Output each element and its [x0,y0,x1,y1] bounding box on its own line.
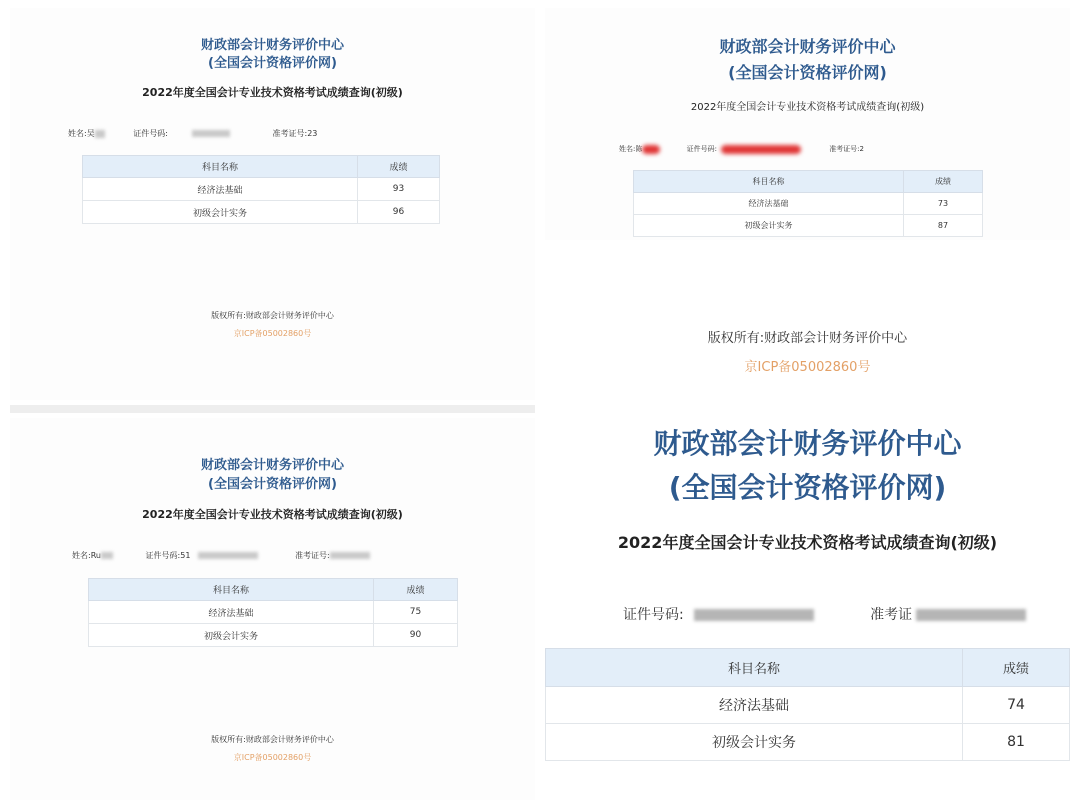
subject-cell: 经济法基础 [83,178,358,201]
table-row [634,193,983,215]
table-row [546,687,1070,724]
name-redaction [101,552,113,559]
table-row [89,601,458,624]
col-subject: 科目名称 [83,156,358,178]
score-cell: 74 [963,687,1070,724]
result-panel-2 [545,8,1070,240]
org-title-line1: 财政部会计财务评价中心 [653,427,962,460]
subject-cell: 经济法基础 [89,601,374,624]
score-cell: 93 [358,178,440,201]
col-score: 成绩 [374,579,458,601]
subject-cell: 初级会计实务 [546,724,963,761]
id-label: 证件号码: [133,129,168,138]
id-label: 证件号码: [145,551,181,560]
subject-cell: 初级会计实务 [83,201,358,224]
subject-cell: 经济法基础 [634,193,904,215]
table-header-row [634,171,983,193]
id-label: 证件号码: [686,145,717,153]
ticket-label: 准考证号: [272,129,308,138]
candidate-info [623,604,1026,624]
org-title-line2: (全国会计资格评价网) [208,477,337,492]
name-redaction [95,130,105,138]
copyright-text: 版权所有:财政部会计财务评价中心 [211,735,334,744]
exam-title: 2022年度全国会计专业技术资格考试成绩查询(初级) [690,102,925,113]
result-panel-4 [545,410,1070,802]
col-subject: 科目名称 [89,579,374,601]
ticket-label: 准考证号: [829,145,860,153]
exam-title: 2022年度全国会计专业技术资格考试成绩查询(初级) [142,508,403,521]
candidate-info [68,128,317,139]
candidate-info [72,550,370,561]
name-value: 陈 [635,145,643,153]
score-table [82,155,440,224]
col-score: 成绩 [904,171,983,193]
ticket-label: 准考证 [870,607,913,623]
org-title-line2: (全国会计资格评价网) [208,56,337,71]
subject-cell: 经济法基础 [546,687,963,724]
subject-cell: 初级会计实务 [634,215,904,237]
ticket-value: 23 [307,129,318,138]
divider-left [10,405,535,413]
subject-cell: 初级会计实务 [89,624,374,647]
id-label: 证件号码: [623,607,684,623]
col-subject: 科目名称 [634,171,904,193]
name-label: 姓名: [619,145,636,153]
ticket-redaction [330,552,370,559]
id-value: 51 [180,551,191,560]
table-header-row [89,579,458,601]
id-redaction [721,145,801,154]
icp-link[interactable]: 京ICP备05002860号 [744,360,871,375]
col-score: 成绩 [963,649,1070,687]
name-value: Ru [90,551,101,560]
ticket-label: 准考证号: [294,551,330,560]
score-cell: 81 [963,724,1070,761]
org-title-line2: (全国会计资格评价网) [668,471,947,504]
table-row [83,201,440,224]
org-title-line1: 财政部会计财务评价中心 [719,37,896,56]
name-label: 姓名: [72,551,91,560]
id-redaction [694,609,814,621]
name-redaction [642,145,660,154]
ticket-value: 2 [859,145,865,153]
score-cell: 73 [904,193,983,215]
score-table [88,578,458,647]
score-table [545,648,1070,761]
score-table [633,170,983,237]
org-title-line1: 财政部会计财务评价中心 [200,38,344,53]
table-row [89,624,458,647]
score-cell: 90 [374,624,458,647]
icp-link[interactable]: 京ICP备05002860号 [233,329,312,338]
result-panel-3 [10,418,535,800]
table-row [634,215,983,237]
candidate-info [619,144,864,154]
table-header-row [546,649,1070,687]
id-redaction [198,552,258,559]
org-title-line2: (全国会计资格评价网) [728,63,887,82]
score-cell: 87 [904,215,983,237]
ticket-redaction [916,609,1026,621]
exam-title: 2022年度全国会计专业技术资格考试成绩查询(初级) [142,86,403,99]
name-label: 姓名: [68,129,87,138]
table-row [546,724,1070,761]
table-row [83,178,440,201]
table-header-row [83,156,440,178]
col-subject: 科目名称 [546,649,963,687]
score-cell: 96 [358,201,440,224]
org-title-line1: 财政部会计财务评价中心 [200,458,344,473]
copyright-text: 版权所有:财政部会计财务评价中心 [707,331,908,346]
icp-link[interactable]: 京ICP备05002860号 [233,753,312,762]
score-cell: 75 [374,601,458,624]
col-score: 成绩 [358,156,440,178]
id-redaction [192,130,230,137]
exam-title: 2022年度全国会计专业技术资格考试成绩查询(初级) [617,533,998,552]
copyright-text: 版权所有:财政部会计财务评价中心 [211,311,334,320]
name-value: 吴 [86,129,95,138]
result-panel-1 [10,8,535,400]
